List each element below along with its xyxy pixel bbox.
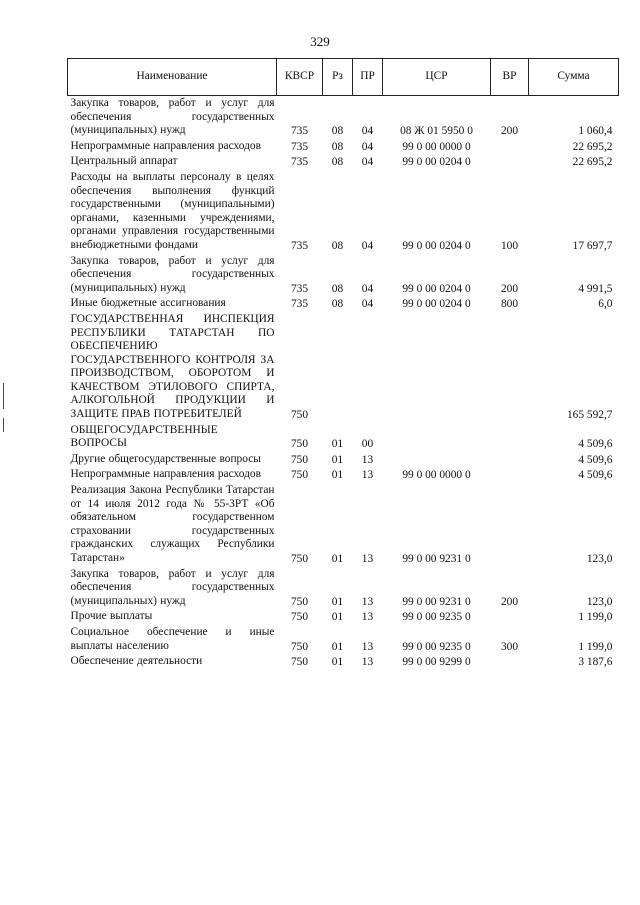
cell-vr (491, 423, 529, 452)
cell-csr: 99 0 00 9235 0 (402, 640, 471, 653)
cell-sum: 22 695,2 (572, 156, 613, 169)
header-name: Наименование (68, 59, 277, 96)
cell-pr: 13 (361, 640, 374, 653)
cell-rz: 01 (331, 553, 344, 565)
header-kvsr: КВСР (277, 59, 323, 96)
cell-kvsr: 750 (290, 438, 309, 451)
cell-kvsr: 750 (290, 611, 309, 624)
cell-pr: 04 (361, 239, 374, 252)
cell-rz: 01 (331, 469, 344, 482)
cell-csr: 99 0 00 0000 0 (402, 469, 471, 482)
cell-kvsr: 735 (290, 156, 309, 169)
header-sum: Сумма (529, 59, 619, 96)
table-row (68, 312, 619, 423)
cell-pr: 04 (361, 282, 374, 295)
cell-vr (491, 609, 529, 625)
cell-kvsr: 735 (290, 282, 309, 295)
cell-vr (491, 312, 529, 423)
header-csr: ЦСР (383, 59, 491, 96)
cell-kvsr: 735 (290, 125, 309, 138)
cell-name: Расходы на выплаты персоналу в целях обеспечения выполнения функций государственными (муниципальными) органами, казенными учреждениями, органами управления государственными внебюджетными фондами (70, 170, 275, 251)
cell-name: Непрограммные направления расходов (70, 468, 262, 481)
table-row (68, 254, 619, 297)
cell-name: Закупка товаров, работ и услуг для обеспечения государственных (муниципальных) нужд (70, 567, 275, 607)
cell-csr: 99 0 00 0204 0 (402, 239, 471, 252)
cell-name: ГОСУДАРСТВЕННАЯ ИНСПЕКЦИЯ РЕСПУБЛИКИ ТАТАРСТАН ПО ОБЕСПЕЧЕНИЮ ГОСУДАРСТВЕННОГО КОНТРОЛЯ ЗА ПРОИЗВОДСТВОМ, ОБОРОТОМ И КАЧЕСТВОМ ЭТИЛОВОГО СПИРТА, АЛКОГОЛЬНОЙ ПРОДУКЦИИ И ЗАЩИТЕ ПРАВ ПОТРЕБИТЕЛЕЙ (70, 312, 275, 421)
cell-name: Закупка товаров, работ и услуг для обеспечения государственных (муниципальных) нужд (70, 254, 275, 294)
cell-name: Центральный аппарат (70, 155, 178, 168)
cell-sum: 1 060,4 (578, 125, 613, 138)
cell-csr: 99 0 00 9231 0 (402, 553, 471, 565)
cell-name: Реализация Закона Республики Татарстан от 14 июля 2012 года № 55-ЗРТ «Об обязательном государственном страховании государственных гражданских служащих Республики Татарстан» (70, 484, 275, 564)
cell-sum: 1 199,0 (578, 640, 613, 653)
cell-sum: 4 991,5 (578, 282, 613, 295)
margin-mark (3, 383, 4, 409)
page-number: 329 (310, 34, 330, 49)
cell-sum: 3 187,6 (578, 656, 613, 669)
cell-csr (383, 452, 491, 468)
cell-pr: 13 (361, 611, 374, 624)
cell-vr: 100 (500, 239, 519, 252)
cell-kvsr: 735 (290, 239, 309, 252)
cell-vr (491, 483, 529, 567)
table-row (68, 170, 619, 254)
table-row (68, 96, 619, 139)
cell-name: Прочие выплаты (70, 610, 153, 623)
table-row (68, 654, 619, 670)
table-row (68, 625, 619, 654)
cell-pr: 04 (361, 298, 374, 311)
cell-kvsr: 750 (290, 640, 309, 653)
table-row (68, 467, 619, 483)
cell-csr: 99 0 00 9299 0 (402, 656, 471, 669)
cell-kvsr: 750 (290, 453, 309, 466)
cell-pr: 13 (361, 553, 374, 565)
cell-pr: 13 (361, 453, 374, 466)
table-row (68, 452, 619, 468)
cell-rz: 08 (331, 298, 344, 311)
cell-vr: 200 (500, 595, 519, 608)
cell-sum: 123,0 (586, 553, 613, 565)
cell-kvsr: 750 (290, 469, 309, 482)
cell-kvsr: 750 (290, 553, 309, 565)
table-row (68, 296, 619, 312)
budget-table (67, 58, 619, 670)
cell-rz: 01 (331, 595, 344, 608)
cell-pr: 13 (361, 469, 374, 482)
cell-sum: 17 697,7 (572, 239, 613, 252)
cell-sum: 6,0 (598, 298, 613, 311)
cell-kvsr: 750 (290, 656, 309, 669)
cell-pr: 04 (361, 125, 374, 138)
cell-csr: 99 0 00 0204 0 (402, 282, 471, 295)
cell-rz: 01 (331, 656, 344, 669)
cell-name: Обеспечение деятельности (70, 655, 203, 668)
cell-csr (383, 312, 491, 423)
cell-pr: 13 (361, 656, 374, 669)
table-row (68, 483, 619, 567)
cell-rz: 01 (331, 640, 344, 653)
cell-pr: 13 (361, 595, 374, 608)
table-row (68, 154, 619, 170)
cell-kvsr: 750 (290, 409, 309, 422)
cell-sum: 123,0 (586, 595, 613, 608)
cell-sum: 4 509,6 (578, 438, 613, 451)
cell-kvsr: 735 (290, 140, 309, 153)
cell-rz: 08 (331, 125, 344, 138)
cell-pr: 04 (361, 140, 374, 153)
cell-rz: 08 (331, 140, 344, 153)
cell-pr (353, 312, 383, 423)
cell-csr: 08 Ж 01 5950 0 (400, 125, 473, 138)
cell-vr: 200 (500, 282, 519, 295)
cell-sum: 1 199,0 (578, 611, 613, 624)
table-row (68, 139, 619, 155)
cell-pr: 04 (361, 156, 374, 169)
cell-name: Непрограммные направления расходов (70, 139, 262, 152)
cell-csr: 99 0 00 9231 0 (402, 595, 471, 608)
cell-name: Иные бюджетные ассигнования (70, 297, 226, 310)
cell-rz: 01 (331, 453, 344, 466)
cell-rz: 08 (331, 239, 344, 252)
cell-rz: 01 (331, 438, 344, 451)
cell-sum: 4 509,6 (578, 469, 613, 482)
cell-pr: 00 (361, 438, 374, 451)
margin-mark (3, 418, 4, 432)
cell-vr (491, 452, 529, 468)
cell-vr: 200 (500, 125, 519, 138)
cell-vr (491, 154, 529, 170)
cell-kvsr: 750 (290, 595, 309, 608)
cell-kvsr: 735 (290, 298, 309, 311)
table-row (68, 609, 619, 625)
cell-name: Другие общегосударственные вопросы (70, 452, 261, 465)
cell-vr (491, 654, 529, 670)
cell-rz (323, 312, 353, 423)
cell-name: Закупка товаров, работ и услуг для обеспечения государственных (муниципальных) нужд (70, 97, 275, 137)
cell-csr: 99 0 00 0204 0 (402, 156, 471, 169)
cell-sum: 165 592,7 (566, 409, 613, 422)
table-row (68, 567, 619, 610)
table-row (68, 423, 619, 452)
table-header-row (68, 59, 619, 96)
cell-vr (491, 139, 529, 155)
cell-vr (491, 467, 529, 483)
header-vr: ВР (491, 59, 529, 96)
cell-csr (383, 423, 491, 452)
cell-rz: 01 (331, 611, 344, 624)
cell-name: Социальное обеспечение и иные выплаты населению (70, 625, 275, 652)
cell-rz: 08 (331, 156, 344, 169)
header-rz: Рз (323, 59, 353, 96)
cell-csr: 99 0 00 0000 0 (402, 140, 471, 153)
cell-vr: 800 (500, 298, 519, 311)
cell-vr: 300 (500, 640, 519, 653)
cell-sum: 4 509,6 (578, 453, 613, 466)
cell-rz: 08 (331, 282, 344, 295)
cell-sum: 22 695,2 (572, 140, 613, 153)
cell-csr: 99 0 00 0204 0 (402, 298, 471, 311)
cell-name: ОБЩЕГОСУДАРСТВЕННЫЕ ВОПРОСЫ (70, 423, 218, 450)
cell-csr: 99 0 00 9235 0 (402, 611, 471, 624)
header-pr: ПР (353, 59, 383, 96)
